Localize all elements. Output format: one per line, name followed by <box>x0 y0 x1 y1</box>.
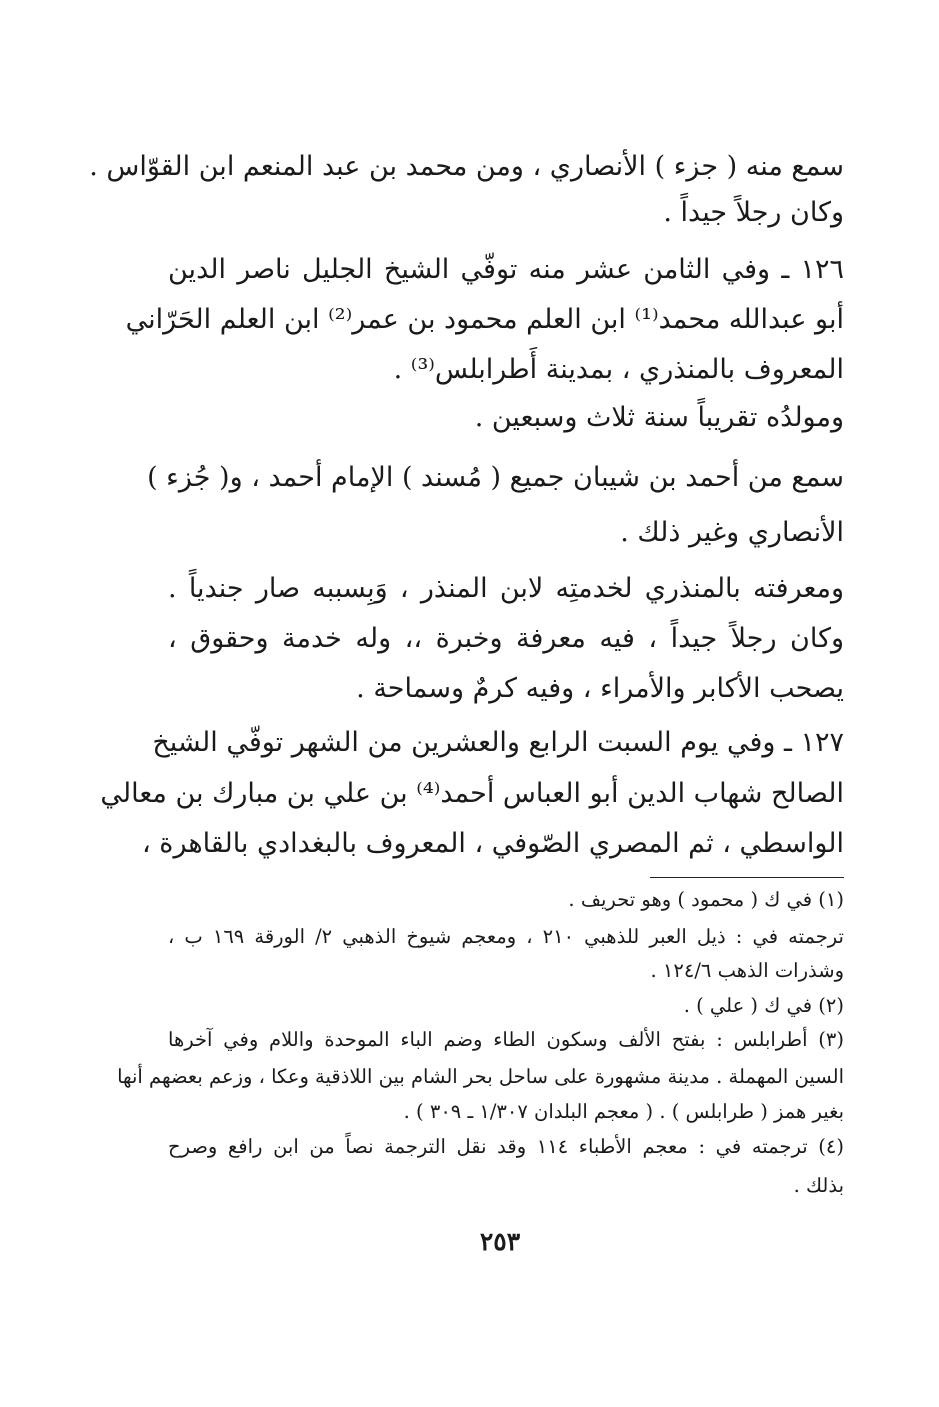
text-line: سمع من أحمد بن شيبان جميع ( مُسند ) الإمام أحمد ، و( جُزء ) <box>147 462 844 493</box>
text-line: الواسطي ، ثم المصري الصّوفي ، المعروف بالبغدادي بالقاهرة ، <box>142 828 844 859</box>
text-line: ومعرفته بالمنذري لخدمتِه لابن المنذر ، وَبِسببه صار جندياً . <box>168 573 844 604</box>
text-line: أبو عبدالله محمد⁽¹⁾ ابن العلم محمود بن عمر⁽²⁾ ابن العلم الحَرّاني <box>125 304 844 335</box>
text-line: وكان رجلاً جيداً . <box>663 197 844 228</box>
text-line: الصالح شهاب الدين أبو العباس أحمد⁽⁴⁾ بن علي بن مبارك بن معالي <box>100 778 844 809</box>
footnote-line: (٤) ترجمته في : معجم الأطباء ١١٤ وقد نقل الترجمة نصاً من ابن رافع وصرح <box>168 1135 844 1158</box>
entry-127-line: ١٢٧ ـ وفي يوم السبت الرابع والعشرين من الشهر توفّي الشيخ <box>152 727 844 758</box>
text-line: الأنصاري وغير ذلك . <box>620 517 844 548</box>
footnote-line: (٢) في ك ( علي ) . <box>683 994 844 1017</box>
page-number: ٢٥٣ <box>479 1227 521 1256</box>
text-line: المعروف بالمنذري ، بمدينة أَطرابلس⁽³⁾ . <box>393 354 844 385</box>
text-line: ومولدُه تقريباً سنة ثلاث وسبعين . <box>474 402 844 433</box>
footnote-line: السين المهملة . مدينة مشهورة على ساحل بحر الشام بين اللاذقية وعكا ، وزعم بعضهم أنها <box>117 1065 844 1088</box>
footnote-line: وشذرات الذهب ١٢٤/٦ . <box>650 959 844 982</box>
footnote-line: (٣) أطرابلس : بفتح الألف وسكون الطاء وضم الباء الموحدة واللام وفي آخرها <box>168 1028 844 1051</box>
entry-126-line: ١٢٦ ـ وفي الثامن عشر منه توفّي الشيخ الجليل ناصر الدين <box>168 254 844 285</box>
footnote-line: بغير همز ( طرابلس ) . ( معجم البلدان ١/٣٠٧ ـ ٣٠٩ ) . <box>403 1100 844 1123</box>
footnote-line: (١) في ك ( محمود ) وهو تحريف . <box>568 888 844 911</box>
footnote-separator <box>650 877 844 878</box>
footnote-line: ترجمته في : ذيل العبر للذهبي ٢١٠ ، ومعجم شيوخ الذهبي ٢/ الورقة ١٦٩ ب ، <box>168 925 844 948</box>
text-line: سمع منه ( جزء ) الأنصاري ، ومن محمد بن عبد المنعم ابن القوّاس . <box>89 151 844 182</box>
text-line: وكان رجلاً جيداً ، فيه معرفة وخبرة ،، وله خدمة وحقوق ، <box>168 623 844 654</box>
footnote-line: بذلك . <box>793 1174 844 1197</box>
text-line: يصحب الأكابر والأمراء ، وفيه كرمٌ وسماحة . <box>356 673 844 704</box>
